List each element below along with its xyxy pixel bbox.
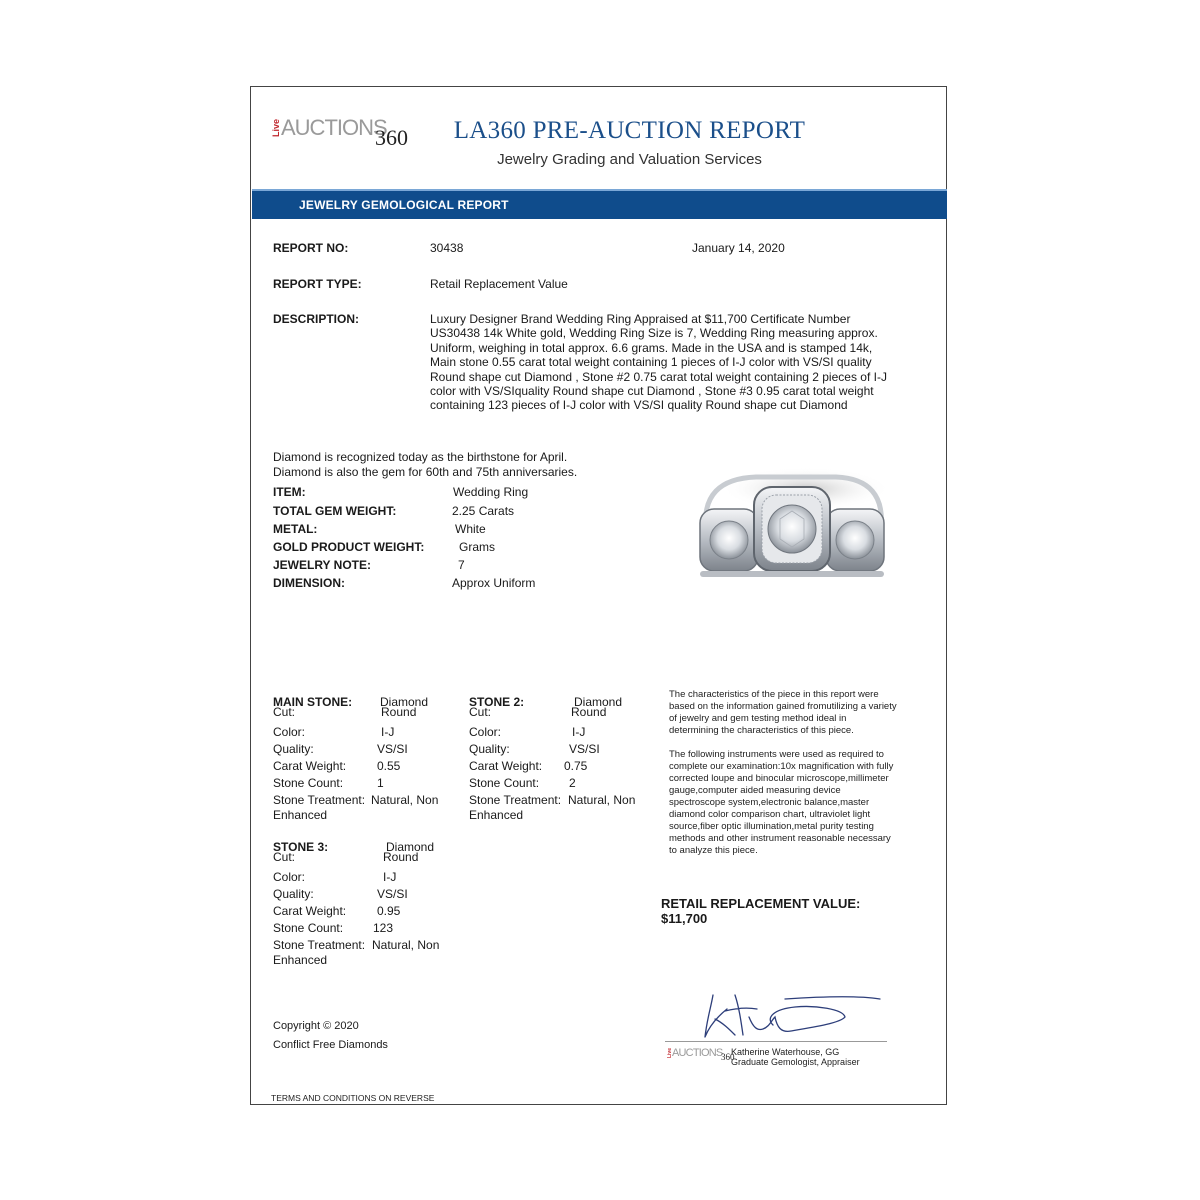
- main-stone-count: 1: [377, 776, 384, 790]
- page-title: LA360 PRE-AUCTION REPORT: [453, 117, 806, 144]
- logo-live-text: Live: [271, 119, 281, 138]
- method-line: spectroscope system,electronic balance,master: [669, 797, 870, 808]
- main-stone-type: Diamond: [380, 695, 429, 709]
- method-line: determining the characteristics of this piece.: [669, 725, 854, 736]
- metal-value: White: [455, 522, 486, 536]
- method-line: The characteristics of the piece in this report were: [669, 689, 879, 700]
- method-line: based on the information gained fromutilizing a variety: [669, 701, 897, 712]
- mini-logo-live: Live: [667, 1048, 673, 1059]
- stone-3-color: I-J: [383, 870, 397, 884]
- item-value: Wedding Ring: [453, 485, 529, 499]
- gold-weight-label: GOLD PRODUCT WEIGHT:: [273, 540, 425, 554]
- method-line: of jewelry and gem testing method ideal in: [669, 713, 847, 724]
- appraiser-mini-logo: [667, 1047, 735, 1063]
- description-line: Round shape cut Diamond , Stone #2 0.75 carat total weight containing 2 pieces of I-J: [430, 369, 887, 384]
- mini-logo-auctions: AUCTIONS: [672, 1047, 723, 1059]
- stone-2-treatment-label: Stone Treatment:: [469, 793, 562, 807]
- method-line: gauge,computer aided measuring device: [669, 785, 841, 796]
- dimension-value: Approx Uniform: [452, 576, 536, 590]
- stone-3-quality: VS/SI: [377, 887, 408, 901]
- logo-360-text: 360: [375, 125, 408, 150]
- description-line: Uniform, weighing in total approx. 6.6 grams. Made in the USA and is stamped 14k,: [430, 340, 873, 355]
- method-line: complete our examination:10x magnification with fully: [669, 761, 894, 772]
- stone-3-type: Diamond: [386, 840, 435, 854]
- retail-value-label: RETAIL REPLACEMENT VALUE:: [661, 896, 861, 911]
- method-line: to analyze this piece.: [669, 845, 758, 856]
- section-header-bar: [252, 189, 947, 219]
- item-label: ITEM:: [273, 485, 306, 499]
- main-stone-quality-label: Quality:: [273, 742, 314, 756]
- main-stone-treatment: Natural, Non: [371, 793, 439, 807]
- birthstone-line: Diamond is also the gem for 60th and 75th anniversaries.: [273, 464, 578, 479]
- retail-value-amount: $11,700: [661, 911, 708, 926]
- terms-note: TERMS AND CONDITIONS ON REVERSE: [271, 1093, 435, 1103]
- appraiser-name: Katherine Waterhouse, GG: [731, 1047, 840, 1057]
- main-stone-cut: Round: [381, 705, 417, 719]
- metal-label: METAL:: [273, 522, 318, 536]
- stone-3-color-label: Color:: [273, 870, 306, 884]
- report-no-value: 30438: [430, 241, 464, 255]
- stone-3-weight-label: Carat Weight:: [273, 904, 347, 918]
- method-line: The following instruments were used as required to: [669, 749, 884, 760]
- main-stone-treatment-cont: Enhanced: [273, 808, 328, 822]
- copyright-text: Copyright © 2020: [273, 1020, 359, 1032]
- main-stone-quality: VS/SI: [377, 742, 408, 756]
- description-text: [430, 312, 900, 413]
- stone-2-count-label: Stone Count:: [469, 776, 540, 790]
- stone-2-block: [469, 694, 659, 824]
- description-label: DESCRIPTION:: [273, 312, 360, 326]
- main-stone-cut-label: Cut:: [273, 705, 296, 719]
- main-stone-color-label: Color:: [273, 725, 306, 739]
- appraiser-title: Graduate Gemologist, Appraiser: [731, 1057, 860, 1067]
- section-header-label: JEWELRY GEMOLOGICAL REPORT: [299, 198, 509, 212]
- ring-image: [696, 459, 891, 589]
- signature-line: [665, 1041, 887, 1042]
- appraiser-signature: [665, 987, 885, 1047]
- mini-logo-360: 360: [721, 1052, 735, 1062]
- main-stone-color: I-J: [381, 725, 395, 739]
- report-no-label: REPORT NO:: [273, 241, 349, 255]
- method-line: source,fiber optic illumination,metal purity testing: [669, 821, 874, 832]
- jewelry-note-value: 7: [458, 558, 465, 572]
- description-line: Luxury Designer Brand Wedding Ring Appraised at $11,700 Certificate Number: [430, 312, 851, 326]
- main-stone-block: [273, 694, 463, 824]
- stone-2-weight-label: Carat Weight:: [469, 759, 543, 773]
- description-line: US30438 14k White gold, Wedding Ring Size is 7, Wedding Ring measuring approx.: [430, 326, 878, 341]
- stone-2-quality: VS/SI: [569, 742, 600, 756]
- stone-2-heading: STONE 2:: [469, 695, 525, 709]
- stone-2-treatment-cont: Enhanced: [469, 808, 524, 822]
- stone-3-count-label: Stone Count:: [273, 921, 344, 935]
- description-line: color with VS/SIquality Round shape cut Diamond , Stone #3 0.95 carat total weight: [430, 384, 874, 399]
- stone-3-count: 123: [373, 921, 394, 935]
- stone-3-heading: STONE 3:: [273, 840, 329, 854]
- report-type-label: REPORT TYPE:: [273, 277, 362, 291]
- stone-3-cut-label: Cut:: [273, 850, 296, 864]
- birthstone-line: Diamond is recognized today as the birthstone for April.: [273, 450, 568, 464]
- stone-2-count: 2: [569, 776, 576, 790]
- stone-3-weight: 0.95: [377, 904, 401, 918]
- description-line: Main stone 0.55 carat total weight containing 1 pieces of I-J color with VS/SI quality: [430, 355, 872, 370]
- stone-3-treatment-label: Stone Treatment:: [273, 938, 366, 952]
- stone-3-treatment: Natural, Non: [372, 938, 440, 952]
- gold-weight-value: Grams: [459, 540, 495, 554]
- main-stone-weight-label: Carat Weight:: [273, 759, 347, 773]
- main-stone-treatment-label: Stone Treatment:: [273, 793, 366, 807]
- retail-value-block: [661, 896, 860, 926]
- main-stone-weight: 0.55: [377, 759, 401, 773]
- stone-2-type: Diamond: [574, 695, 623, 709]
- stone-2-cut: Round: [571, 705, 607, 719]
- methodology-text: [669, 689, 929, 857]
- report-date: January 14, 2020: [692, 241, 785, 255]
- total-gem-weight-label: TOTAL GEM WEIGHT:: [273, 504, 397, 518]
- appraiser-credit: [731, 1047, 860, 1067]
- stone-2-color-label: Color:: [469, 725, 502, 739]
- stone-2-cut-label: Cut:: [469, 705, 492, 719]
- stone-3-block: [273, 839, 463, 969]
- total-gem-weight-value: 2.25 Carats: [452, 504, 515, 518]
- birthstone-note: [273, 450, 577, 479]
- main-stone-heading: MAIN STONE:: [273, 695, 353, 709]
- stone-3-treatment-cont: Enhanced: [273, 953, 328, 967]
- conflict-free-text: Conflict Free Diamonds: [273, 1039, 388, 1051]
- stone-2-treatment: Natural, Non: [568, 793, 636, 807]
- stone-2-quality-label: Quality:: [469, 742, 510, 756]
- method-line: corrected loupe and binocular microscope,millimeter: [669, 773, 889, 784]
- method-line: methods and other instrument reasonable necessary: [669, 833, 891, 844]
- description-line: containing 123 pieces of I-J color with VS/SI quality Round shape cut Diamond: [430, 398, 848, 413]
- dimension-label: DIMENSION:: [273, 576, 345, 590]
- jewelry-note-label: JEWELRY NOTE:: [273, 558, 372, 572]
- stone-3-quality-label: Quality:: [273, 887, 314, 901]
- report-sheet: [250, 86, 947, 1105]
- stone-2-weight: 0.75: [564, 759, 588, 773]
- main-stone-count-label: Stone Count:: [273, 776, 344, 790]
- report-type-value: Retail Replacement Value: [430, 277, 568, 291]
- logo-auctions-text: AUCTIONS: [281, 115, 387, 140]
- method-line: diamond color comparison chart, ultraviolet light: [669, 809, 871, 820]
- page-subtitle: Jewelry Grading and Valuation Services: [497, 151, 762, 168]
- stone-2-color: I-J: [572, 725, 586, 739]
- stone-3-cut: Round: [383, 850, 419, 864]
